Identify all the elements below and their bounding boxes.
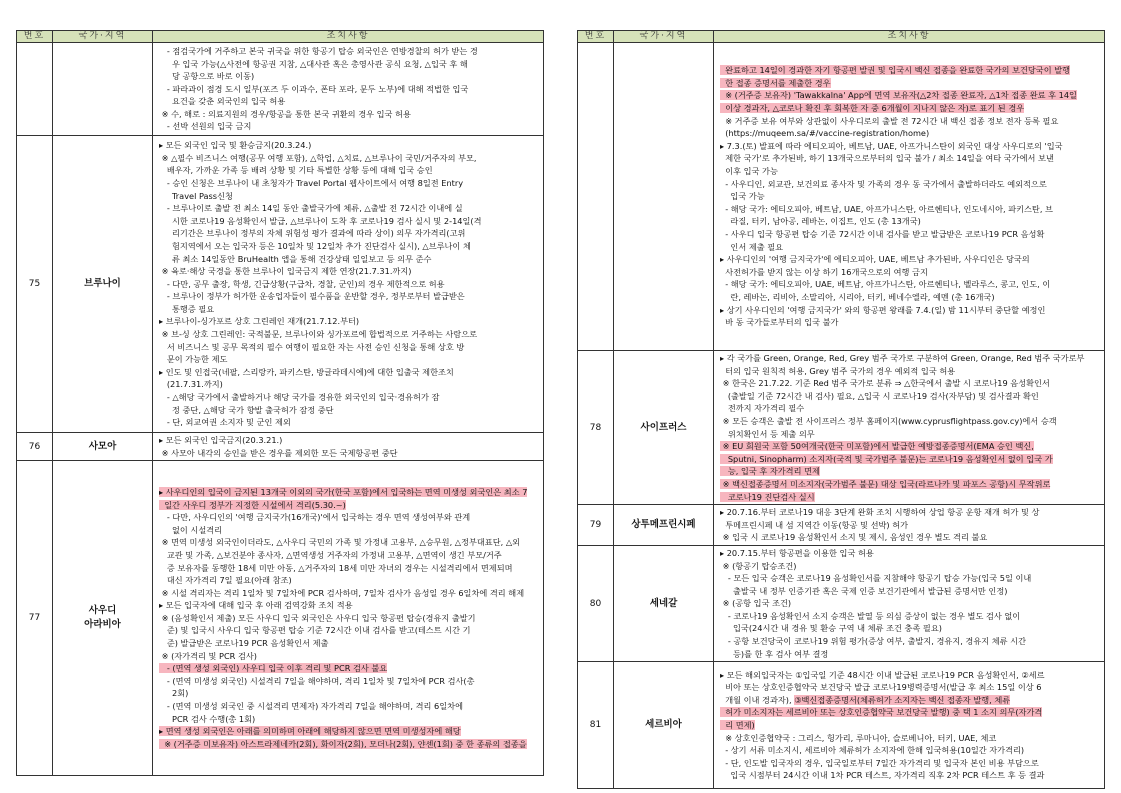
measure-line-plain: ※ (항공기 탑승조건) xyxy=(720,560,797,571)
measure-line xyxy=(720,190,1099,203)
measure-line-highlight: ▸ 사우디인의 입국이 금지된 13개국 이외의 국가(한국 포함)에서 입국하는 면역 미생성 외국인은 최소 7 xyxy=(159,486,528,497)
measure-line-plain: 개월 이내 경과자), xyxy=(720,694,795,705)
measure-line xyxy=(720,352,1099,365)
measure-line-plain: ※ 상호인증협약국 : 그리스, 헝가리, 루마니아, 슬로베니아, 터키, UAE, 체코 xyxy=(720,732,997,743)
table-row xyxy=(17,461,544,776)
country-name xyxy=(53,433,153,461)
measure-line-plain: - 다만, 공무 출장, 학생, 긴급상황(구급차, 경찰, 군인)의 경우 제한적으로 허용 xyxy=(159,278,445,289)
measure-line xyxy=(159,164,538,177)
header-no: 번호 xyxy=(17,31,53,43)
measure-line xyxy=(159,675,538,688)
measure-line-plain: ※ 시설 격리자는 격리 1일차 및 7일차에 PCR 검사하며, 7일차 검사가 음성일 경우 6일차에 격리 해제 xyxy=(159,587,525,598)
table-row xyxy=(17,43,544,136)
measure-line xyxy=(159,139,538,152)
measure-text xyxy=(714,43,1105,351)
row-number xyxy=(17,43,53,136)
measure-line xyxy=(720,719,1099,732)
measure-line-highlight: ※ (거주증 미보유자) 아스트라제네카(2회), 화이자(2회), 모더나(2회), 얀센(1회) 중 한 종류의 접종을 xyxy=(159,738,527,749)
measure-line xyxy=(720,215,1099,228)
header-row xyxy=(17,31,544,43)
measure-line xyxy=(720,440,1099,453)
measure-line xyxy=(159,83,538,96)
measure-line xyxy=(720,531,1099,544)
measure-line xyxy=(159,290,538,303)
measure-line xyxy=(720,547,1099,560)
measure-line xyxy=(720,519,1099,532)
measure-line xyxy=(159,202,538,215)
measure-line-plain: 증 보유자를 동행한 18세 미만 아동, △거주자의 18세 미만 자녀의 경우는 시설격리에서 면제되며 xyxy=(159,562,513,573)
page-left xyxy=(16,30,544,772)
measure-line-plain: 비아 또는 상호인증협약국 보건당국 발급 코로나19병력증명서(발급 후 최소 15일 이상 6 xyxy=(720,682,1042,693)
measure-line-highlight: Sputni, Sinopharm) 소지자(국적 및 국가범주 불문)는 코로나19 음성확인서 없이 입국 가 xyxy=(720,453,1053,464)
measure-line-plain: 입국 시점부터 24시간 이내 1차 PCR 테스트, 자가격리 직후 2차 PCR 테스트 후 등 결과 xyxy=(720,770,1045,781)
country-name xyxy=(53,136,153,433)
table-row xyxy=(578,545,1105,661)
measure-line-plain: (https://muqeem.sa/#/vaccine-registration/home) xyxy=(720,128,930,139)
country-name-line: 사우디 xyxy=(88,605,117,617)
measure-line xyxy=(159,177,538,190)
measure-line-highlight: 코로나19 진단검사 실시 xyxy=(720,491,815,502)
header-country: 국가·지역 xyxy=(53,31,153,43)
measure-line-plain: - 사우디인, 외교관, 보건의료 종사자 및 가족의 경우 동 국가에서 출발하더라도 예외적으로 xyxy=(720,178,1047,189)
measure-line-plain: 바 동 국가들로부터의 입국 불가 xyxy=(720,317,839,328)
measure-line-plain: ※ 사모아 내각의 승인을 받은 경우를 제외한 모든 국제항공편 중단 xyxy=(159,447,398,458)
country-name xyxy=(53,43,153,136)
country-name xyxy=(614,662,714,789)
header-row xyxy=(578,31,1105,43)
measure-line-plain: 교관 및 가족, △보건분야 종사자, △면역생성 거주자의 가정내 고용부, △면역이 생긴 부모/거주 xyxy=(159,549,502,560)
measure-line xyxy=(720,291,1099,304)
measure-line xyxy=(720,228,1099,241)
measure-line-plain: ※ (공항 입국 조건) xyxy=(720,598,792,609)
measure-text xyxy=(153,433,544,461)
measure-line xyxy=(720,152,1099,165)
measure-line-highlight: 이상 경과자, △코로나 확진 후 회복한 자 중 6개월이 지나지 않은 자)로 표기 된 경우 xyxy=(720,103,1025,114)
row-number: 79 xyxy=(578,505,614,546)
measure-line xyxy=(159,108,538,121)
measure-line-plain: ▸ 20.7.16.부터 코로나19 대응 3단계 완화 조치 시행하여 상업 항공 운항 재개 허가 및 상 xyxy=(720,507,1040,518)
measure-line xyxy=(720,203,1099,216)
measure-line xyxy=(159,120,538,133)
country-name-line: 브루나이 xyxy=(84,278,121,289)
measure-line-highlight: 완료하고 14일이 경과한 자기 항공편 발권 및 입국시 백신 접종을 완료한 국가의 보건당국이 발행 xyxy=(720,65,1071,76)
measure-line-highlight: - (면역 생성 외국인) 사우디 입국 이후 격리 및 PCR 검사 불요 xyxy=(159,663,388,674)
measure-line-plain: 2회) xyxy=(159,688,189,699)
measure-line-plain: 없이 시설격리 xyxy=(159,524,223,535)
measure-line xyxy=(159,447,538,460)
measure-line-plain: (21.7.31.까지) xyxy=(159,379,223,390)
measure-line xyxy=(159,587,538,600)
measure-line xyxy=(159,499,538,512)
measure-line xyxy=(159,45,538,58)
measure-line-plain: 인서 제출 필요 xyxy=(720,241,784,252)
measure-line xyxy=(159,662,538,675)
country-name-line: 사모아 xyxy=(88,440,117,452)
measure-line-plain: - 단, 인도발 입국자의 경우, 입국일로부터 7일간 자가격리 및 입국자 본인 비용 부담으로 xyxy=(720,757,1039,768)
table-row xyxy=(578,662,1105,789)
measure-line-plain: - 브루나이로 출발 전 최소 14일 동안 출발국가에 체류, △출발 전 72시간 이내에 실 xyxy=(159,203,463,214)
measure-text xyxy=(153,136,544,433)
measure-line xyxy=(159,434,538,447)
measure-line xyxy=(720,757,1099,770)
measure-line-plain: - 파라과이 점경 도시 일부(포즈 두 이과수, 폰타 포라, 문두 노부)에 대해 적법한 입국 xyxy=(159,83,469,94)
measure-line-plain: ※ 브-싱 상호 그린레인: 국적불문, 브루나이와 싱가포르에 합법적으로 거주하는 사람으로 xyxy=(159,329,478,340)
measure-line xyxy=(159,253,538,266)
measure-line xyxy=(159,574,538,587)
measure-line xyxy=(159,353,538,366)
measure-line-plain: 출발국 내 정부 인증기관 혹은 국제 인증 보건기관에서 발급된 증명서만 인정) xyxy=(720,585,1008,596)
country-name-line: 세네갈 xyxy=(649,597,678,609)
measure-line-plain: 대신 자가격리 7일 필요(아래 참조) xyxy=(159,575,292,586)
measure-line-plain: ※ (음성확인서 제출) 모든 사우디 입국 외국인은 사우디 입국 항공편 탑승(경유지 출발기 xyxy=(159,612,476,623)
measure-line xyxy=(159,265,538,278)
header-measure: 조치사항 xyxy=(153,31,544,43)
measure-line xyxy=(159,278,538,291)
country-name xyxy=(614,545,714,661)
measure-line-plain: PCR 검사 수행(총 1회) xyxy=(159,713,256,724)
measure-line-plain: ▸ 모든 입국자에 대해 입국 후 아래 검역강화 조치 적용 xyxy=(159,600,353,611)
measure-line-plain: - 점검국가에 거주하고 본국 귀국을 위한 항공기 탑승 외국인은 연방경찰의 허가 받는 경 xyxy=(159,45,478,56)
measure-line-plain: - 승인 신청은 브루나이 내 초청자가 Travel Portal 웹사이트에서 여행 8일전 Entry xyxy=(159,177,464,188)
measure-line xyxy=(159,536,538,549)
header-no: 번호 xyxy=(578,31,614,43)
measure-line xyxy=(159,738,538,751)
measure-line-plain: 란, 레바논, 리비아, 소말리아, 시리아, 터키, 베네수엘라, 예멘 (총 16개국) xyxy=(720,291,995,302)
measure-line-highlight: ③백신접종증명서(체류허가 소지자는 백신 접종자 발행, 체류 xyxy=(794,694,1011,705)
measure-line xyxy=(720,77,1099,90)
measure-line xyxy=(720,669,1099,682)
measure-line-plain: - 브루나이 정부가 허가한 운송업자들이 필수품을 운반할 경우, 정부로부터 발급받은 xyxy=(159,291,465,302)
measure-line-plain: 입국 가능 xyxy=(720,191,765,202)
measure-line-highlight: ▸ 면역 생성 외국인은 아래를 의미하며 아래에 해당하지 않으면 면역 미생성자에 해당 xyxy=(159,726,461,737)
row-number: 81 xyxy=(578,662,614,789)
measure-line xyxy=(720,681,1099,694)
measure-line-plain: ※ 모든 승객은 출발 전 사이프러스 정부 홈페이지(www.cyprusflightpass.gov.cy)에서 승객 xyxy=(720,415,1057,426)
measures-table-right xyxy=(577,30,1105,789)
measure-line-plain: 준) 발급받은 코로나19 PCR 음성확인서 제출 xyxy=(159,638,329,649)
measure-line xyxy=(720,706,1099,719)
measure-line-highlight: ※ 백신접종증명서 미소지자(국가범주 불문) 대상 입국(라르나카 및 파포스 공항)시 무작위로 xyxy=(720,478,1051,489)
measure-line xyxy=(159,391,538,404)
measure-line xyxy=(720,635,1099,648)
measures-table-left xyxy=(16,30,544,776)
measure-line-plain: ※ 육로·해상 국경을 통한 브루나이 입국금지 제한 연장(21.7.31.까지) xyxy=(159,266,412,277)
row-number xyxy=(578,43,614,351)
measure-line-plain: 시한 코로나19 음성확인서 발급, △브루나이 도착 후 코로나19 검사 실시 및 2-14일(격 xyxy=(159,215,482,226)
table-row xyxy=(17,136,544,433)
measure-line-plain: ▸ 20.7.15.부터 항공편을 이용한 입국 허용 xyxy=(720,547,874,558)
country-name-line: 아라비아 xyxy=(84,619,121,631)
measure-line xyxy=(720,506,1099,519)
page-right xyxy=(577,30,1105,781)
row-number: 78 xyxy=(578,351,614,505)
measure-line-plain: ▸ 인도 및 인접국(네팔, 스리랑카, 파키스탄, 방글라데시에)에 대한 입출국 제한조치 xyxy=(159,366,454,377)
country-name xyxy=(614,351,714,505)
measure-line-plain: 문이 가능한 제도 xyxy=(159,354,228,365)
measure-line-plain: 정 중단, △해당 국가 향발 출국허가 잠정 중단 xyxy=(159,404,334,415)
measure-line-plain: ▸ 브루나이-싱가포르 상호 그린레인 재개(21.7.12.부터) xyxy=(159,316,360,327)
measure-line xyxy=(720,585,1099,598)
measure-line xyxy=(720,465,1099,478)
measure-text xyxy=(153,461,544,776)
measure-line-plain: - 다만, 사우디인의 '여행 금지국가(16개국)'에서 입국하는 경우 면역 생성여부와 관계 xyxy=(159,512,471,523)
measure-line-plain: ※ 거주증 보유 여부와 상관없이 사우디로의 출발 전 72시간 내 백신 접종 정보 전자 등록 필요 xyxy=(720,115,1059,126)
measure-line xyxy=(720,428,1099,441)
measure-line-plain: 이후 입국 가능 xyxy=(720,166,778,177)
measure-line-plain: 배우자, 가까운 가족 등 배려 상황 및 기타 특별한 상황 등에 대해 입국 승인 xyxy=(159,165,433,176)
country-name xyxy=(614,505,714,546)
measure-line-plain: 서 비즈니스 및 공무 목적의 필수 여행이 필요한 자는 사전 승인 신청을 통해 상호 방 xyxy=(159,341,465,352)
measure-line xyxy=(159,416,538,429)
measure-line xyxy=(159,303,538,316)
measure-line-plain: - 사우디 입국 항공편 탑승 기준 72시간 이내 검사를 받고 발급받은 코로나19 PCR 음성확 xyxy=(720,228,1045,239)
measure-line xyxy=(720,622,1099,635)
measure-line xyxy=(720,491,1099,504)
measure-line-plain: 라질, 터키, 남아공, 레바논, 이집트, 인도 (총 13개국) xyxy=(720,216,921,227)
measure-line xyxy=(720,648,1099,661)
measure-line xyxy=(159,95,538,108)
measure-line xyxy=(720,694,1099,707)
measure-line-highlight: 한 접종 증명서를 제출한 경우 xyxy=(720,77,831,88)
measure-text xyxy=(153,43,544,136)
measure-line-plain: 요건을 갖춘 외국인의 입국 허용 xyxy=(159,96,286,107)
measure-line-plain: - 선박 선원의 입국 금지 xyxy=(159,121,252,132)
measure-line xyxy=(159,524,538,537)
measure-line-plain: 당 공항으로 바로 이동) xyxy=(159,71,255,82)
measure-line-highlight: 리 면제) xyxy=(720,719,755,730)
measure-line xyxy=(720,377,1099,390)
measure-line-plain: ▸ 각 국가를 Green, Orange, Red, Grey 범주 국가로 구분하여 Green, Orange, Red 범주 국가로부 xyxy=(720,353,1085,363)
measure-line xyxy=(720,253,1099,266)
measure-line xyxy=(159,341,538,354)
measure-line-plain: ▸ 사우디인의 '여행 금지국가'에 에티오피아, UAE, 베트남 추가된바, 사우디인은 당국의 xyxy=(720,254,1030,265)
measure-line-plain: ▸ 모든 해외입국자는 ①입국일 기준 48시간 이내 발급된 코로나19 PCR 음성확인서, ②세르 xyxy=(720,669,1045,680)
measure-line xyxy=(159,227,538,240)
measure-line xyxy=(720,278,1099,291)
measure-line xyxy=(159,58,538,71)
measure-line xyxy=(159,687,538,700)
measure-line-plain: 입국(24시간 내 경유 및 환승 구역 내 체류 조건 충족 필요) xyxy=(720,623,942,634)
measure-line-plain: 준) 및 입국시 사우디 입국 항공편 탑승 기준 72시간 이내 검사를 받고(테스트 시간 기 xyxy=(159,625,471,636)
measure-line xyxy=(720,316,1099,329)
header-country: 국가·지역 xyxy=(614,31,714,43)
measure-line xyxy=(720,64,1099,77)
measure-line xyxy=(720,744,1099,757)
measure-line-plain: - 공항 보건당국이 코로나19 위험 평가(증상 여부, 출발지, 경유지, 경유지 체류 시간 xyxy=(720,636,1026,647)
measure-line xyxy=(720,478,1099,491)
measure-line-plain: 리기간은 브루나이 정부의 자체 위험성 평가 결과에 따라 상이) 의무 자가격리(고위 xyxy=(159,228,466,239)
measure-line xyxy=(159,152,538,165)
measure-line-plain: 우 입국 가능(△사전에 항공권 지참, △대사관 혹은 총영사관 공식 요청, △입국 후 해 xyxy=(159,58,468,69)
measure-line xyxy=(720,140,1099,153)
measure-line-plain: 전까지 자가격리 필수 xyxy=(720,403,805,414)
country-name-line: 세르비아 xyxy=(645,719,682,731)
measure-line-plain: - △해당 국가에서 출발하거나 해당 국가를 경유한 외국인의 입국·경유허가 잠 xyxy=(159,392,440,403)
measure-line xyxy=(159,612,538,625)
measure-line-plain: ※ 입국 시 코로나19 음성확인서 소지 및 제시, 음성인 경우 별도 격리 불요 xyxy=(720,532,988,543)
measure-line-plain: 통행증 필요 xyxy=(159,303,215,314)
measure-line-highlight: 능, 입국 후 자가격리 면제 xyxy=(720,466,820,477)
country-name xyxy=(53,461,153,776)
measure-line-plain: - 코로나19 음성확인서 소지 승객은 발열 등 의심 증상이 없는 경우 별도 검사 없이 xyxy=(720,610,1021,621)
measure-line xyxy=(720,732,1099,745)
measure-line xyxy=(159,315,538,328)
measure-line xyxy=(159,700,538,713)
measure-line xyxy=(159,215,538,228)
measure-line xyxy=(720,560,1099,573)
measure-line xyxy=(720,769,1099,782)
measure-line-highlight: ※ (거주증 보유자) 'Tawakkalna' App에 면역 보유자(△2차 접종 완료자, △1차 접종 완료 후 14일 xyxy=(720,90,1077,101)
measure-line xyxy=(720,415,1099,428)
measure-text xyxy=(714,662,1105,789)
measure-line-plain: - 모든 입국 승객은 코로나19 음성확인서를 지참해야 항공기 탑승 가능(입국 5일 이내 xyxy=(720,573,1032,584)
row-number: 80 xyxy=(578,545,614,661)
measure-line xyxy=(720,127,1099,140)
measure-line xyxy=(159,486,538,499)
measure-line-plain: - (면역 미생성 외국인 중 시설격리 면제자) 자가격리 7일을 해야하며, 격리 6일차에 xyxy=(159,701,463,712)
measure-line-plain: 터의 입국 원칙적 허용, Grey 범주 국가의 경우 예외적 입국 허용 xyxy=(720,365,956,376)
measure-line-plain: 제한 국가'로 추가된바, 하기 13개국으로부터의 입국 불가 / 최소 14일을 여타 국가에서 보낸 xyxy=(720,153,1054,164)
measure-line-plain: - 단, 외교여권 소지자 및 군인 제외 xyxy=(159,417,291,428)
measure-line xyxy=(159,366,538,379)
measure-line-plain: Travel Pass신청 xyxy=(159,190,233,201)
measure-line xyxy=(720,402,1099,415)
measure-line xyxy=(720,165,1099,178)
measure-line xyxy=(720,102,1099,115)
measure-line-highlight: ※ EU 회원국 포함 50여개국(한국 미포함)에서 발급한 예방접종증명서(EMA 승인 백신, xyxy=(720,441,1034,452)
measure-line-plain: ※ 면역 미생성 외국인이더라도, △사우디 국민의 가족 및 가정내 고용부, △승무원, △정부대표단, △외 xyxy=(159,537,521,548)
measure-line xyxy=(720,390,1099,403)
header-measure: 조치사항 xyxy=(714,31,1105,43)
measure-line-plain: - (면역 미생성 외국인) 시설격리 7일을 해야하며, 격리 1일차 및 7일차에 PCR 검사(총 xyxy=(159,675,475,686)
measure-line xyxy=(159,404,538,417)
measure-line xyxy=(159,511,538,524)
measure-line-plain: 험지역에서 오는 입국자 등은 10일차 및 12일차 추가 진단검사 실시), △브루나이 체 xyxy=(159,240,471,251)
measure-line xyxy=(720,89,1099,102)
measure-line-plain: ▸ 모든 외국인 입국금지(20.3.21.) xyxy=(159,435,283,445)
measure-text xyxy=(714,505,1105,546)
measure-line xyxy=(159,713,538,726)
measure-line-plain: - 상기 서류 미소지시, 세르비아 체류허가 소지자에 한해 입국허용(10일간 자가격리) xyxy=(720,745,1025,756)
measure-line-plain: ※ 수, 해로 : 의료지원의 경우/항공을 통한 본국 귀환의 경우 입국 허용 xyxy=(159,108,411,119)
row-number: 76 xyxy=(17,433,53,461)
measure-line-plain: ※ (자가격리 및 PCR 검사) xyxy=(159,650,257,661)
measure-line-plain: ▸ 상기 사우디인의 '여행 금지국가' 와의 항공편 왕래를 7.4.(일) 밤 11시부터 중단할 예정인 xyxy=(720,304,1046,315)
measure-line xyxy=(159,725,538,738)
measure-line xyxy=(720,597,1099,610)
measure-line-plain: (출발일 기준 72시간 내 검사) 필요, △입국 시 코로나19 검사(자부담) 및 검사결과 확인 xyxy=(720,390,1039,401)
measure-line-highlight: 일간 사우디 정부가 지정한 시설에서 격리(5.30.~) xyxy=(159,499,346,510)
measure-line xyxy=(159,637,538,650)
measure-line-plain: - 해당 국가: 에티오피아, UAE, 베트남, 아프가니스탄, 아르헨티나, 벨라루스, 콩고, 인도, 이 xyxy=(720,279,1051,290)
measure-line-plain: - 해당 국가: 에티오피아, 베트남, UAE, 아프가니스탄, 아르헨티나, 인도네시아, 파키스탄, 브 xyxy=(720,203,1053,214)
measure-line xyxy=(159,378,538,391)
measure-line xyxy=(720,304,1099,317)
measure-line-plain: ※ △필수 비즈니스 여행(공무 여행 포함), △학업, △치료, △브루나이 국민/거주자의 부모, xyxy=(159,152,477,163)
row-number: 75 xyxy=(17,136,53,433)
country-name-line: 상투메프린시페 xyxy=(631,519,696,531)
country-name xyxy=(614,43,714,351)
measure-line xyxy=(720,115,1099,128)
measure-line-highlight: 허가 미소지자는 세르비아 또는 상호인증협약국 보건당국 발행) 중 택 1 소지 의무(자가격 xyxy=(720,707,1043,718)
measure-line-plain: ▸ 모든 외국인 입국 및 환승금지(20.3.24.) xyxy=(159,140,312,151)
measure-line xyxy=(720,266,1099,279)
measure-line xyxy=(159,70,538,83)
measure-line xyxy=(720,453,1099,466)
measure-line-plain: ▸ 7.3.(토) 발표에 따라 에티오피아, 베트남, UAE, 아프가니스탄이 외국인 대상 사우디로의 '입국 xyxy=(720,140,1063,151)
measure-line xyxy=(159,549,538,562)
table-row xyxy=(578,43,1105,351)
measure-line xyxy=(720,572,1099,585)
country-name-line: 사이프러스 xyxy=(640,421,687,433)
measure-line-plain: 사전허가를 받지 않는 이상 하기 16개국으로의 여행 금지 xyxy=(720,266,928,277)
measure-line-plain: 투메프린시페 내 섬 지역간 이동(항공 및 선박) 허가 xyxy=(720,519,909,530)
table-row xyxy=(578,505,1105,546)
measure-line xyxy=(159,562,538,575)
table-row xyxy=(578,351,1105,505)
measure-line xyxy=(159,190,538,203)
measure-line xyxy=(720,241,1099,254)
measure-line xyxy=(720,610,1099,623)
measure-line xyxy=(159,328,538,341)
measure-line-plain: 등)를 한 후 검사 여부 결정 xyxy=(720,648,829,659)
measure-line xyxy=(159,599,538,612)
measure-line-plain: 류 최소 14일동안 BruHealth 앱을 통해 건강상태 일일보고 등 의무 준수 xyxy=(159,253,432,264)
measure-line-plain: ※ 한국은 21.7.22. 기준 Red 범주 국가로 분류 ⇒ △한국에서 출발 시 코로나19 음성확인서 xyxy=(720,378,1050,389)
measure-text xyxy=(714,545,1105,661)
row-number: 77 xyxy=(17,461,53,776)
measure-line xyxy=(159,624,538,637)
table-row xyxy=(17,433,544,461)
measure-line xyxy=(159,650,538,663)
measure-line xyxy=(720,365,1099,378)
measure-line xyxy=(720,178,1099,191)
measure-line xyxy=(159,240,538,253)
measure-text xyxy=(714,351,1105,505)
measure-line-plain: 위치확인서 등 제출 의무 xyxy=(720,428,815,439)
